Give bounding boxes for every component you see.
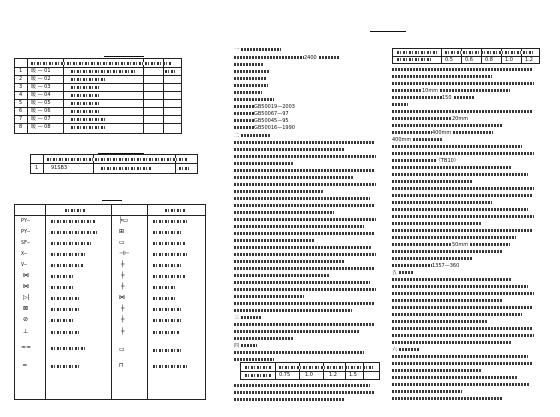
drawing-code: 暖 — 01 (31, 68, 51, 74)
standard-code: GB50067—97 (254, 110, 289, 117)
drawing-name-text (71, 126, 107, 129)
spec-value: 150 (442, 94, 452, 101)
drawing-name-text (71, 94, 101, 97)
drawing-name-text (71, 86, 101, 89)
table-value: 1.0 (305, 372, 313, 378)
drawing-name-text (71, 70, 137, 73)
drawing-name-text (71, 78, 105, 81)
table-value: 0.8 (485, 57, 493, 63)
standard-code: 1357—360 (432, 262, 460, 269)
row-number: 4 (19, 92, 23, 98)
table-value: 1.2 (525, 57, 533, 63)
row-number: 2 (19, 76, 23, 82)
tee-icon: ┼ (121, 261, 125, 268)
table-value: 1.5 (349, 372, 357, 378)
spec-value: 10mm (422, 87, 439, 94)
notes-right-column (392, 66, 542, 408)
valve-icon: ⋈ (23, 283, 29, 290)
standard-drawings-table (30, 154, 198, 174)
pipe-thickness-table (240, 362, 380, 380)
spec-value: 400mm (392, 136, 412, 143)
valve-icon: ⋈ (119, 294, 125, 301)
wavy-line-icon: ≈≈ (21, 344, 32, 351)
duct-icon: ▭ (119, 346, 125, 353)
line-symbol: V— (21, 262, 28, 268)
drawing-code: 暖 — 05 (31, 100, 51, 106)
section-heading: 二 (234, 133, 240, 139)
drawing-name-text (71, 110, 101, 113)
tee-icon: ┼ (121, 305, 125, 312)
drawing-name-text (71, 118, 107, 121)
fan-coil-icon: ╞▭ (119, 217, 129, 224)
section-heading: 一 (234, 47, 240, 53)
drawing-code: 暖 — 04 (31, 92, 51, 98)
line-symbol: PY— (21, 218, 31, 224)
spec-value: 2400 (304, 54, 317, 61)
drawing-list-title-underline (104, 56, 144, 57)
row-number: 6 (19, 108, 23, 114)
line-symbol: X— (21, 251, 28, 257)
check-valve-icon: ▷| (23, 294, 30, 301)
drawing-code: 暖 — 03 (31, 84, 51, 90)
tee-icon: ┼ (121, 283, 125, 290)
legend-title-underline (102, 200, 122, 201)
drawing-code: 暖 — 07 (31, 116, 51, 122)
legend-table (14, 204, 206, 400)
standard-code: 91SB3 (51, 165, 68, 171)
table-value: 1.0 (505, 57, 513, 63)
row-number: 1 (19, 68, 23, 74)
section-heading: 六 (392, 347, 398, 353)
table-value: 0.6 (465, 57, 473, 63)
spec-value: 50mm (452, 241, 469, 248)
standard-code: GB50016—1990 (254, 124, 295, 131)
filter-icon: ⊠ (23, 305, 29, 312)
spec-value: 20mm (452, 115, 469, 122)
tee-icon: ┼ (121, 272, 125, 279)
spec-value: 400mm (432, 129, 452, 136)
section-heading: 三 (234, 315, 240, 321)
valve-icon: ⋈ (23, 272, 29, 279)
drawing-name-text (71, 102, 101, 105)
vent-icon: ⊓ (119, 362, 124, 369)
table-value: 0.5 (445, 57, 453, 63)
row-number: 5 (19, 100, 23, 106)
section-heading: 五 (392, 270, 398, 276)
row-number: 8 (19, 124, 23, 130)
drawing-code: 暖 — 06 (31, 108, 51, 114)
tee-icon: ┼ (121, 316, 125, 323)
thermometer-icon: ⊥ (23, 328, 29, 335)
standard-code: GB50019—2003 (254, 103, 295, 110)
drawing-list-header-content (31, 62, 171, 65)
table-value: 0.75 (279, 372, 291, 378)
table-value: 1.2 (329, 372, 337, 378)
notes-left-column (234, 46, 386, 406)
damper-icon: ⊣⊢ (119, 250, 130, 257)
row-number: 3 (19, 84, 23, 90)
drawing-code: 暖 — 02 (31, 76, 51, 82)
grille-icon: ▭ (119, 239, 125, 246)
standard-name-text (101, 167, 151, 170)
drawing-list-table (14, 58, 182, 134)
row-number: 7 (19, 116, 23, 122)
tee-icon: ┼ (121, 328, 125, 335)
line-symbol: PY— (21, 229, 31, 235)
drawing-code: 暖 — 08 (31, 124, 51, 130)
standard-drawings-header (47, 158, 187, 161)
line-symbol: SF— (21, 240, 31, 246)
standard-code: GB50045—95 (254, 117, 289, 124)
diffuser-icon: ⊞ (119, 228, 125, 235)
row-number: 1 (35, 165, 39, 171)
standard-code: 《TB10》 (436, 158, 459, 164)
fitting-icon: ═ (23, 362, 27, 369)
gauge-icon: ⊘ (23, 316, 29, 323)
duct-thickness-table (392, 48, 540, 64)
design-notes-title-underline (370, 31, 406, 32)
section-heading: 四 (234, 343, 240, 349)
